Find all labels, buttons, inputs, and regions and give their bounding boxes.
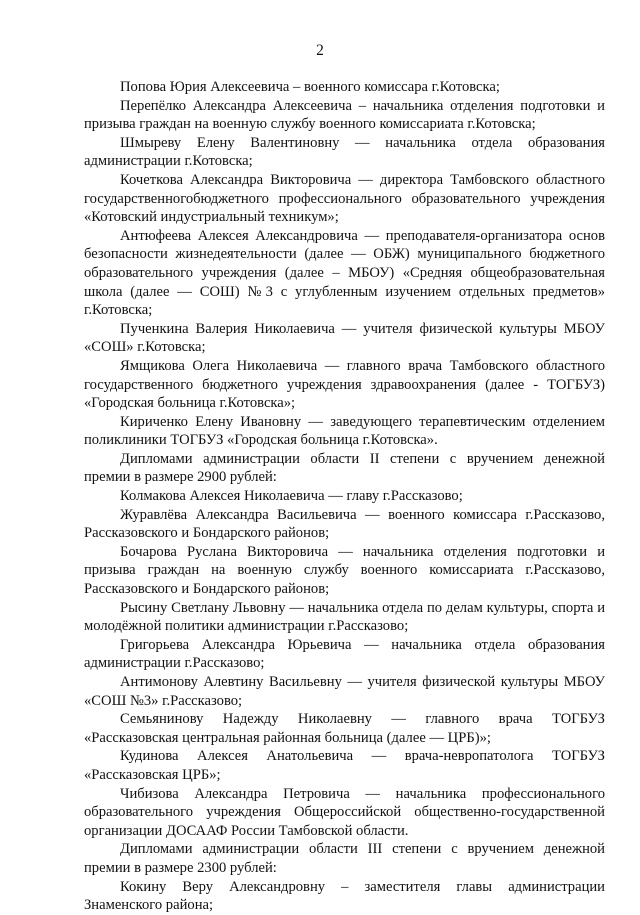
section-heading: Дипломами администрации области II степени с вручением денежной премии в размере 2900 рублей: xyxy=(84,450,605,486)
paragraph: Попова Юрия Алексеевича – военного комиссара г.Котовска; xyxy=(120,79,500,95)
paragraph: Кудинова Алексея Анатольевича — врача-невропатолога ТОГБУЗ «Рассказовская ЦРБ»; xyxy=(84,748,605,783)
paragraph: Антимонову Алевтину Васильевну — учителя физической культуры МБОУ «СОШ №3» г.Рассказово; xyxy=(84,674,605,709)
paragraph: Бочарова Руслана Викторовича — начальника отделения подготовки и призыва граждан на военную службу военного комиссариата г.Рассказово, Рассказовского и Бондарского районов; xyxy=(84,543,605,598)
paragraph: Григорьева Александра Юрьевича — начальника отдела образования администрации г.Рассказово; xyxy=(84,636,605,672)
section-heading: Дипломами администрации области III степени с вручением денежной премии в размере 2300 рублей: xyxy=(84,841,605,876)
paragraph: Кочеткова Александра Викторовича — директора Тамбовского областного государственногобюджетного профессионального образовательного учреждения «Котовский индустриальный техникум»; xyxy=(84,171,605,226)
paragraph: Пученкина Валерия Николаевича — учителя физической культуры МБОУ «СОШ» г.Котовска; xyxy=(84,320,605,356)
paragraph: Антюфеева Алексея Александровича — преподавателя-организатора основ безопасности жизнедеятельности (далее — ОБЖ) муниципального бюджетного образовательного учреждения (далее – МБОУ) «Средняя общеобразовательная школа (далее — СОШ) №3 с углубленным изучением отдельных предметов» г.Котовска; xyxy=(84,227,605,319)
document-body xyxy=(84,78,605,915)
paragraph: Рысину Светлану Львовну — начальника отдела по делам культуры, спорта и молодёжной политики администрации г.Рассказово; xyxy=(84,599,605,635)
page-number: 2 xyxy=(316,42,324,59)
paragraph: Журавлёва Александра Васильевича — военного комиссара г.Рассказово, Рассказовского и Бондарского районов; xyxy=(84,506,605,542)
paragraph: Кириченко Елену Ивановну — заведующего терапевтическим отделением поликлиники ТОГБУЗ «Городская больница г.Котовска». xyxy=(84,413,605,449)
paragraph: Перепёлко Александра Алексеевича – начальника отделения подготовки и призыва граждан на военную службу военного комиссариата г.Котовска; xyxy=(84,97,605,133)
paragraph: Колмакова Алексея Николаевича — главу г.Рассказово; xyxy=(120,488,463,505)
paragraph: Чибизова Александра Петровича — начальника профессионального образовательного учреждения Общероссийской общественно-государственной организации ДОСААФ России Тамбовской области. xyxy=(84,785,605,839)
paragraph: Семьянинову Надежду Николаевну — главного врача ТОГБУЗ «Рассказовская центральная районная больница (далее — ЦРБ)»; xyxy=(84,711,605,746)
paragraph: Ямщикова Олега Николаевича — главного врача Тамбовского областного государственного бюджетного учреждения здравоохранения (далее - ТОГБУЗ) «Городская больница г.Котовска»; xyxy=(84,357,605,412)
paragraph: Шмыреву Елену Валентиновну — начальника отдела образования администрации г.Котовска; xyxy=(84,134,605,170)
paragraph: Кокину Веру Александровну – заместителя главы администрации Знаменского района; xyxy=(84,878,605,914)
